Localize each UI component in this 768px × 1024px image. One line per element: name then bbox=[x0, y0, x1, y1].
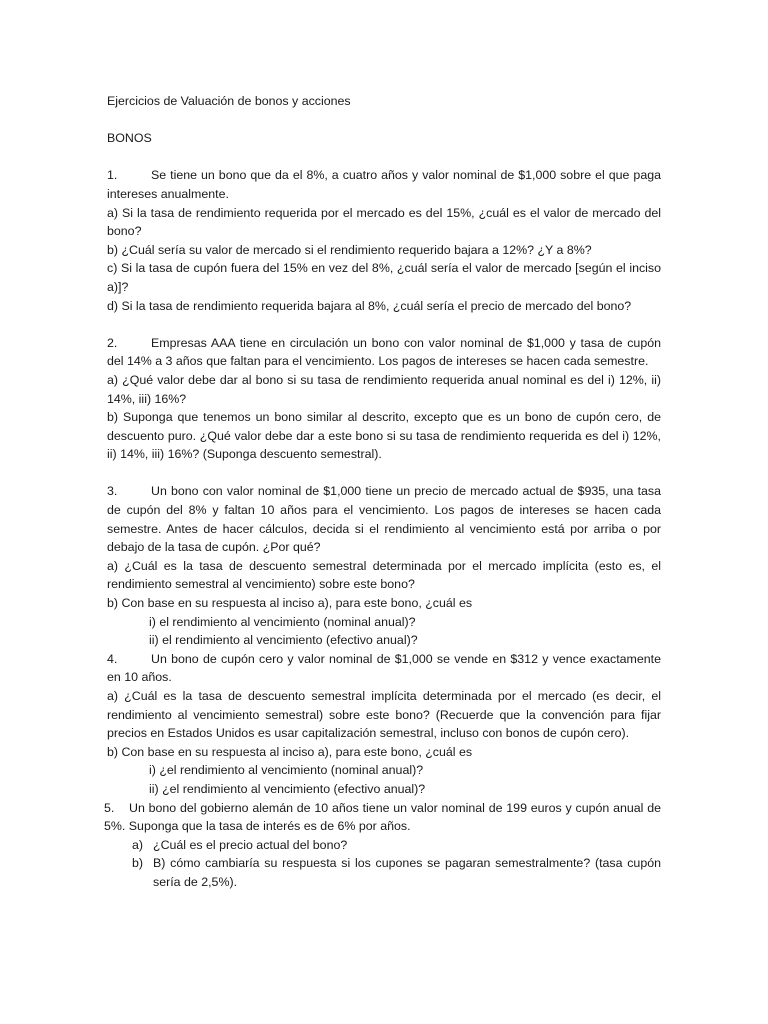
exercise-item: a) ¿Cuál es la tasa de descuento semestral implícita determinada por el mercado (es decir, el rendimiento al vencimiento semestral) sobre este bono? (Recuerde que la convención para fijar precios en Estados Unidos es usar capitalización semestral, incluso con bonos de cupón cero). bbox=[107, 689, 661, 741]
exercise-5 bbox=[104, 799, 661, 892]
list-item-text: B) cómo cambiaría su respuesta si los cupones se pagaran semestralmente? (tasa cupón sería de 2,5%). bbox=[153, 856, 661, 889]
exercise-list-item bbox=[104, 836, 661, 855]
exercise-item: b) Suponga que tenemos un bono similar al descrito, excepto que es un bono de cupón cero, de descuento puro. ¿Qué valor debe dar a este bono si su tasa de rendimiento requerida es del i) 12%, ii) 14%, iii) 16%? (Suponga descuento semestral). bbox=[107, 410, 661, 462]
list-item-text: ¿Cuál es el precio actual del bono? bbox=[153, 837, 348, 852]
exercise-4 bbox=[107, 650, 661, 799]
exercise-item: b) Con base en su respuesta al inciso a), para este bono, ¿cuál es bbox=[107, 596, 473, 611]
statement-text: Un bono con valor nominal de $1,000 tiene un precio de mercado actual de $935, una tasa de cupón del 8% y faltan 10 años para el vencimiento. Los pagos de intereses se hacen cada semestre. Antes de hacer cálculos, decida si el rendimiento al vencimiento está por arriba o por debajo de la tasa de cupón. ¿Por qué? bbox=[107, 484, 661, 555]
exercise-item: a) ¿Qué valor debe dar al bono si su tasa de rendimiento requerida anual nominal es del i) 12%, ii) 14%, iii) 16%? bbox=[107, 372, 661, 406]
exercise-item: d) Si la tasa de rendimiento requerida bajara al 8%, ¿cuál sería el precio de mercado del bono? bbox=[107, 298, 632, 313]
exercise-subitem: i) el rendimiento al vencimiento (nominal anual)? bbox=[149, 614, 416, 629]
exercise-subitem: i) ¿el rendimiento al vencimiento (nominal anual)? bbox=[149, 763, 424, 778]
exercise-item: b) Con base en su respuesta al inciso a), para este bono, ¿cuál es bbox=[107, 744, 473, 759]
exercise-statement bbox=[107, 166, 661, 203]
exercise-number: 2. bbox=[107, 335, 118, 350]
exercise-item: c) Si la tasa de cupón fuera del 15% en vez del 8%, ¿cuál sería el valor de mercado [según el inciso a)]? bbox=[107, 261, 661, 294]
exercise-number: 1. bbox=[107, 168, 118, 183]
section-heading: BONOS bbox=[107, 131, 152, 146]
exercise-item: b) ¿Cuál sería su valor de mercado si el rendimiento requerido bajara a 12%? ¿Y a 8%? bbox=[107, 242, 592, 257]
exercise-number: 5. bbox=[104, 800, 115, 815]
exercise-3 bbox=[107, 482, 661, 649]
exercise-statement bbox=[104, 799, 661, 836]
document-title: Ejercicios de Valuación de bonos y acciones bbox=[107, 94, 351, 108]
statement-text: Un bono del gobierno alemán de 10 años tiene un valor nominal de 199 euros y cupón anual de 5%. Suponga que la tasa de interés es de 6% por años. bbox=[104, 800, 661, 834]
exercise-number: 3. bbox=[107, 484, 118, 499]
exercise-statement bbox=[107, 482, 661, 556]
statement-text: Empresas AAA tiene en circulación un bono con valor nominal de $1,000 y tasa de cupón del 14% a 3 años que faltan para el vencimiento. Los pagos de intereses se hacen cada semestre. bbox=[107, 335, 661, 369]
exercise-2 bbox=[107, 334, 661, 464]
list-item-label: b) bbox=[132, 856, 144, 871]
statement-text: Se tiene un bono que da el 8%, a cuatro años y valor nominal de $1,000 sobre el que paga intereses anualmente. bbox=[107, 168, 661, 201]
exercise-number: 4. bbox=[107, 651, 118, 666]
exercise-list-item bbox=[104, 854, 661, 891]
exercise-statement bbox=[107, 650, 661, 687]
exercise-subitem: ii) ¿el rendimiento al vencimiento (efectivo anual)? bbox=[149, 781, 426, 796]
list-item-label: a) bbox=[132, 837, 144, 852]
exercise-1 bbox=[107, 166, 661, 315]
exercise-statement bbox=[107, 334, 661, 371]
exercise-item: a) Si la tasa de rendimiento requerida por el mercado es del 15%, ¿cuál es el valor de mercado del bono? bbox=[107, 205, 661, 239]
document-body bbox=[104, 92, 661, 892]
statement-text: Un bono de cupón cero y valor nominal de $1,000 se vende en $312 y vence exactamente en 10 años. bbox=[107, 651, 661, 685]
exercise-item: a) ¿Cuál es la tasa de descuento semestral determinada por el mercado implícita (esto es, el rendimiento semestral al vencimiento) sobre este bono? bbox=[107, 558, 661, 592]
exercise-subitem: ii) el rendimiento al vencimiento (efectivo anual)? bbox=[149, 633, 418, 648]
